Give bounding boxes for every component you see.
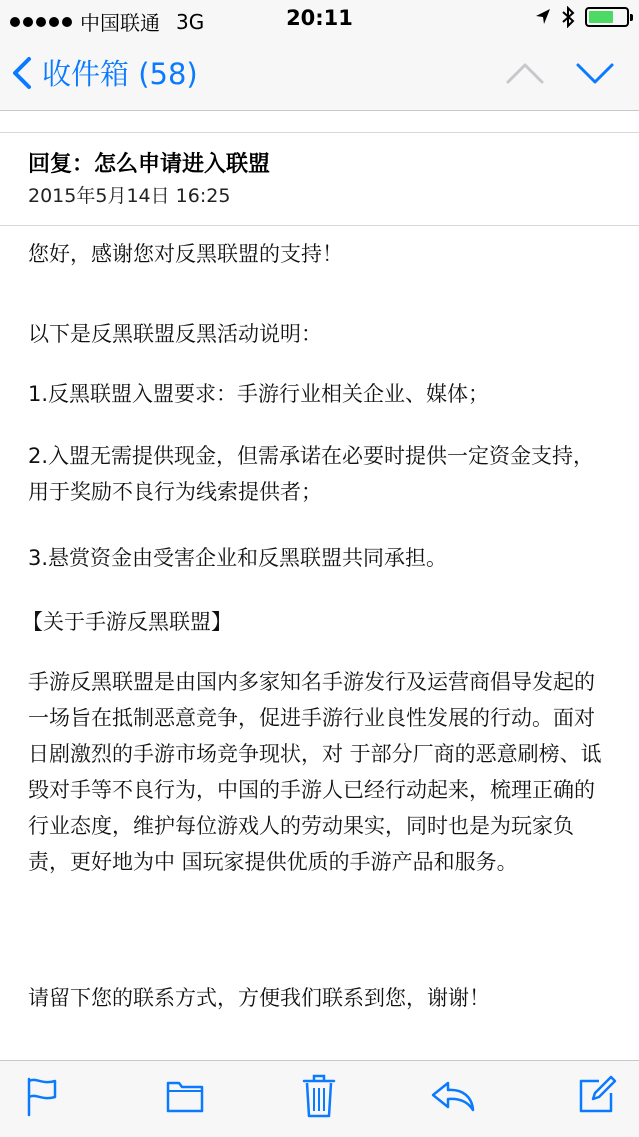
- bluetooth-icon: [561, 6, 575, 28]
- chevron-left-icon: [12, 56, 32, 90]
- location-icon: [535, 8, 551, 26]
- email-body-item3: [28, 540, 613, 576]
- battery-icon: [585, 7, 629, 27]
- email-body-about: [28, 664, 613, 880]
- body-paragraph-item1: 1.反黑联盟入盟要求：手游行业相关企业、媒体；: [28, 382, 490, 406]
- reply-icon[interactable]: [430, 1079, 476, 1113]
- email-body-item2: [28, 438, 613, 510]
- flag-icon[interactable]: [26, 1077, 58, 1117]
- folder-icon[interactable]: [166, 1081, 204, 1113]
- nav-bar: [0, 38, 639, 111]
- compose-icon[interactable]: [577, 1075, 617, 1115]
- trash-icon[interactable]: [302, 1073, 336, 1119]
- body-paragraph-intro: 以下是反黑联盟反黑活动说明：: [28, 322, 322, 346]
- body-paragraph-item2: 2.入盟无需提供现金，但需承诺在必要时提供一定资金支持，用于奖励不良行为线索提供者；: [28, 444, 595, 504]
- email-header: [0, 132, 639, 226]
- body-paragraph-item3: 3.悬赏资金由受害企业和反黑联盟共同承担。: [28, 546, 448, 570]
- email-date: 2015年5月14日 16:25: [28, 185, 231, 207]
- email-subject: 回复：怎么申请进入联盟: [28, 152, 271, 177]
- email-body-about-heading: [22, 604, 607, 640]
- body-paragraph-about-heading: 【关于手游反黑联盟】: [22, 610, 232, 634]
- network-type: 3G: [176, 9, 205, 34]
- email-body-item1: [28, 376, 613, 412]
- status-right: [535, 6, 629, 28]
- status-time: 20:11: [286, 6, 353, 30]
- email-body: [28, 236, 613, 272]
- back-button[interactable]: [12, 52, 198, 93]
- email-body-closing: [28, 980, 613, 1016]
- email-body-intro: [28, 316, 613, 352]
- bottom-toolbar: [0, 1060, 639, 1137]
- body-paragraph-closing: 请留下您的联系方式，方便我们联系到您，谢谢！: [28, 986, 490, 1010]
- chevron-up-icon[interactable]: [505, 58, 545, 88]
- status-bar: [0, 0, 639, 38]
- chevron-down-icon[interactable]: [575, 58, 615, 88]
- body-paragraph-about: 手游反黑联盟是由国内多家知名手游发行及运营商倡导发起的一场旨在抵制恶意竞争，促进手游行业良性发展的行动。面对日剧激烈的手游市场竞争现状，对 于部分厂商的恶意刷榜、诋毁对手等不良行为，中国的手游人已经行动起来，梳理正确的行业态度，维护每位游戏人的劳动果实，同时也是为玩家负责，更好地为中 国玩家提供优质的手游产品和服务。: [28, 670, 602, 874]
- back-label: 收件箱 (58): [42, 57, 198, 91]
- carrier-name: 中国联通: [80, 11, 160, 35]
- body-paragraph-greeting: 您好，感谢您对反黑联盟的支持！: [28, 242, 343, 266]
